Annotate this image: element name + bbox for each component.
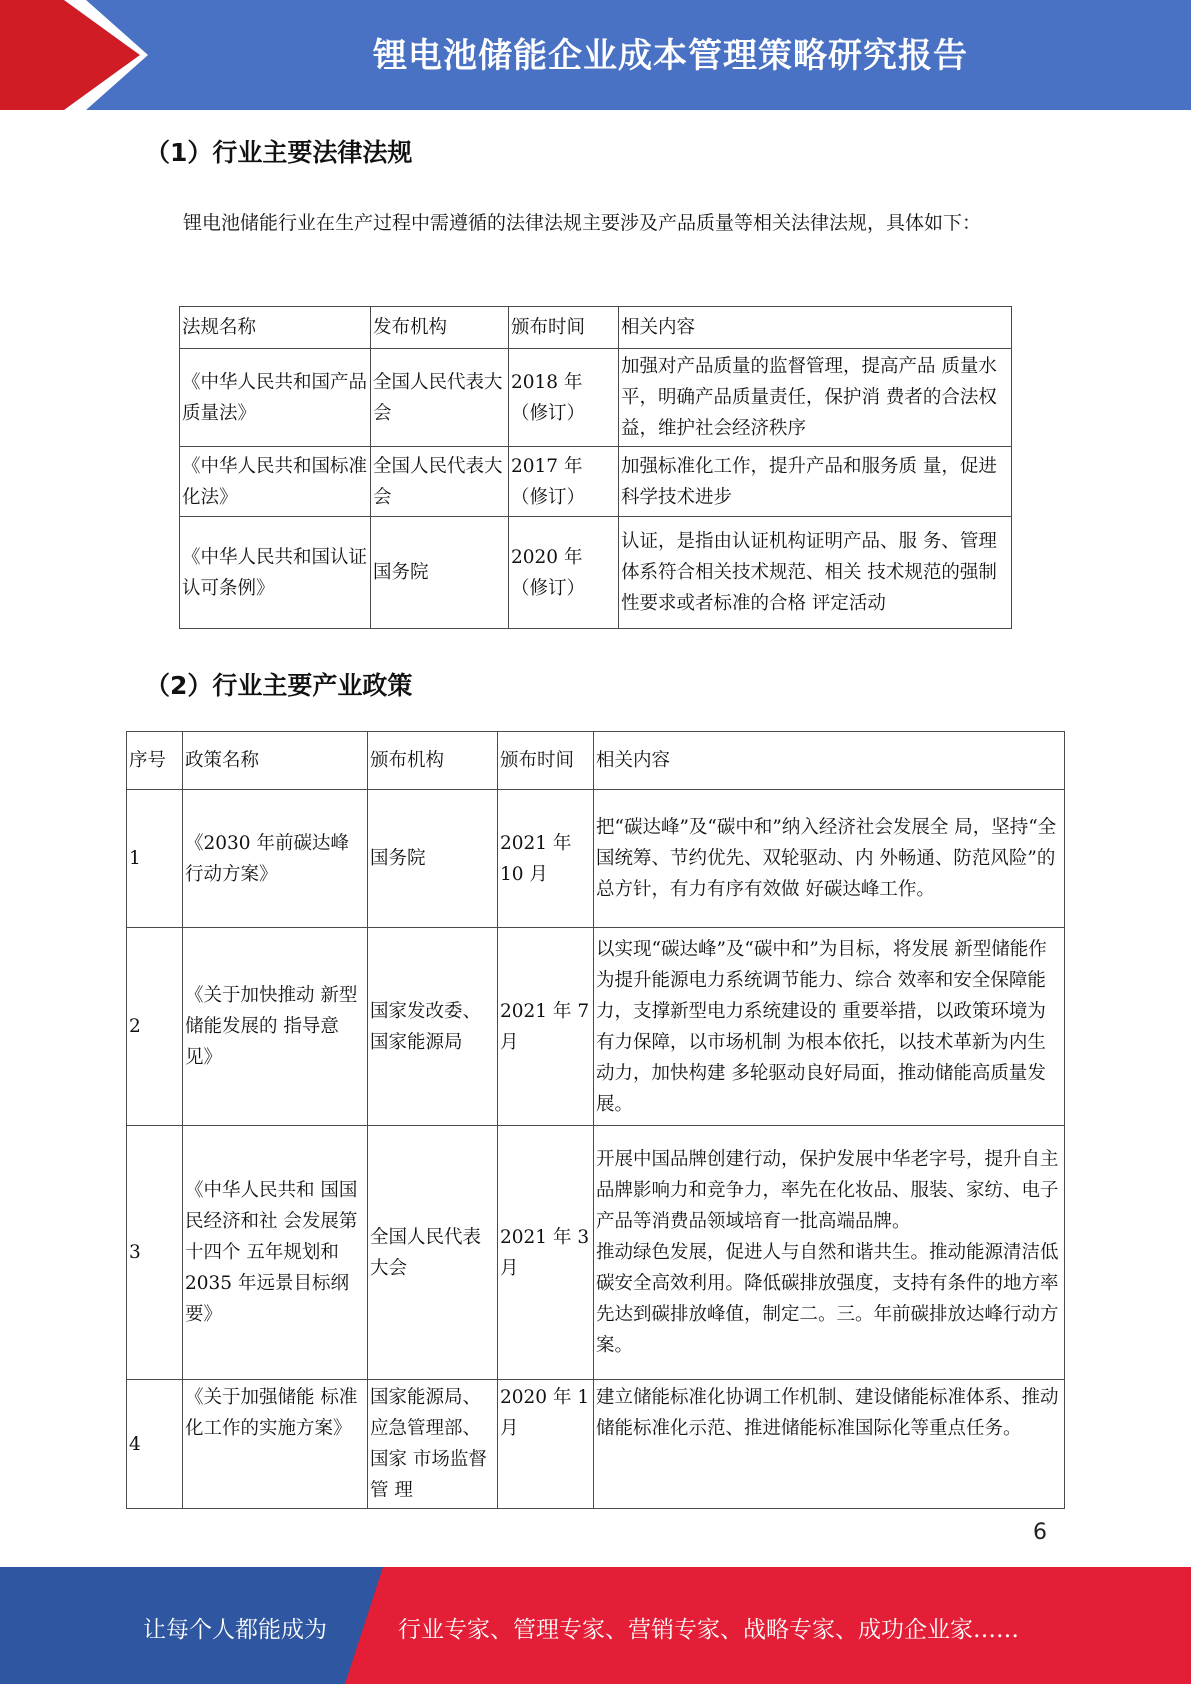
laws-table (179, 306, 1012, 629)
policy-name: 《中华人民共和 国国民经济和社 会发展第十四个 五年规划和 2035 年远景目标纲 要》 (183, 1126, 368, 1380)
policy-index: 2 (127, 928, 183, 1126)
policy-name: 《关于加强储能 标准化工作的实施方案》 (183, 1380, 368, 1509)
law-issuer: 全国人民代表大会 (371, 447, 509, 517)
policy-issuer: 全国人民代表大会 (368, 1126, 498, 1380)
policy-index: 1 (127, 790, 183, 928)
policy-issuer: 国家发改委、国家能源局 (368, 928, 498, 1126)
policy-date: 2021 年 10 月 (498, 790, 594, 928)
policy-name: 《关于加快推动 新型储能发展的 指导意见》 (183, 928, 368, 1126)
law-date: 2018 年（修订） (509, 349, 619, 447)
intro-paragraph: 锂电池储能行业在生产过程中需遵循的法律法规主要涉及产品质量等相关法律法规，具体如下： (183, 212, 982, 234)
policy-content: 建立储能标准化协调工作机制、建设储能标准体系、推动储能标准化示范、推进储能标准国际化等重点任务。 (594, 1380, 1065, 1509)
policy-date: 2020 年 1 月 (498, 1380, 594, 1509)
column-header: 颁布时间 (498, 732, 594, 790)
law-date: 2017 年（修订） (509, 447, 619, 517)
policy-index: 3 (127, 1126, 183, 1380)
column-header: 颁布机构 (368, 732, 498, 790)
policy-index: 4 (127, 1380, 183, 1509)
column-header: 发布机构 (371, 307, 509, 349)
table-row (127, 928, 1065, 1126)
column-header: 政策名称 (183, 732, 368, 790)
page-number: 6 (1033, 1520, 1047, 1545)
law-name: 《中华人民共和国产品质量法》 (180, 349, 371, 447)
law-name: 《中华人民共和国认证认可条例》 (180, 517, 371, 629)
policy-table (126, 731, 1065, 1509)
policy-date: 2021 年 3 月 (498, 1126, 594, 1380)
law-content: 加强对产品质量的监督管理，提高产品 质量水平，明确产品质量责任，保护消 费者的合法权益，维护社会经济秩序 (619, 349, 1012, 447)
section-heading-laws: （1）行业主要法律法规 (145, 138, 413, 167)
law-content: 加强标准化工作，提升产品和服务质 量，促进科学技术进步 (619, 447, 1012, 517)
policy-issuer: 国家能源局、应急管理部、国家 市场监督管 理 (368, 1380, 498, 1509)
table-header-row (127, 732, 1065, 790)
law-issuer: 全国人民代表大会 (371, 349, 509, 447)
table-header-row (180, 307, 1012, 349)
page-header (0, 0, 1191, 110)
page-footer (0, 1567, 1191, 1684)
column-header: 相关内容 (594, 732, 1065, 790)
law-issuer: 国务院 (371, 517, 509, 629)
footer-slogan-right: 行业专家、管理专家、营销专家、战略专家、成功企业家…… (398, 1617, 1019, 1643)
column-header: 相关内容 (619, 307, 1012, 349)
table-row (127, 1126, 1065, 1380)
policy-content: 把“碳达峰”及“碳中和”纳入经济社会发展全 局，坚持“全国统筹、节约优先、双轮驱动、内 外畅通、防范风险”的总方针，有力有序有效做 好碳达峰工作。 (594, 790, 1065, 928)
policy-issuer: 国务院 (368, 790, 498, 928)
section-heading-policies: （2）行业主要产业政策 (145, 671, 413, 700)
table-row (180, 447, 1012, 517)
column-header: 颁布时间 (509, 307, 619, 349)
footer-slogan-left: 让每个人都能成为 (143, 1617, 327, 1643)
law-content: 认证，是指由认证机构证明产品、服 务、管理体系符合相关技术规范、相关 技术规范的强制性要求或者标准的合格 评定活动 (619, 517, 1012, 629)
policy-date: 2021 年 7 月 (498, 928, 594, 1126)
policy-name: 《2030 年前碳达峰行动方案》 (183, 790, 368, 928)
policy-content: 以实现“碳达峰”及“碳中和”为目标，将发展 新型储能作为提升能源电力系统调节能力、综合 效率和安全保障能力，支撑新型电力系统建设的 重要举措，以政策环境为有力保障，以市场机制 为根本依托，以技术革新为内生动力，加快构建 多轮驱动良好局面，推动储能高质量发展。 (594, 928, 1065, 1126)
law-date: 2020 年（修订） (509, 517, 619, 629)
column-header: 序号 (127, 732, 183, 790)
table-row (180, 517, 1012, 629)
column-header: 法规名称 (180, 307, 371, 349)
table-row (180, 349, 1012, 447)
table-row (127, 790, 1065, 928)
policy-content: 开展中国品牌创建行动，保护发展中华老字号，提升自主品牌影响力和竞争力，率先在化妆品、服装、家纺、电子产品等消费品领域培育一批高端品牌。 推动绿色发展，促进人与自然和谐共生。推动能源清洁低碳安全高效利用。降低碳排放强度，支持有条件的地方率先达到碳排放峰值，制定二。三。年前碳排放达峰行动方案。 (594, 1126, 1065, 1380)
document-title: 锂电池储能企业成本管理策略研究报告 (373, 36, 968, 76)
table-row (127, 1380, 1065, 1509)
law-name: 《中华人民共和国标准化法》 (180, 447, 371, 517)
